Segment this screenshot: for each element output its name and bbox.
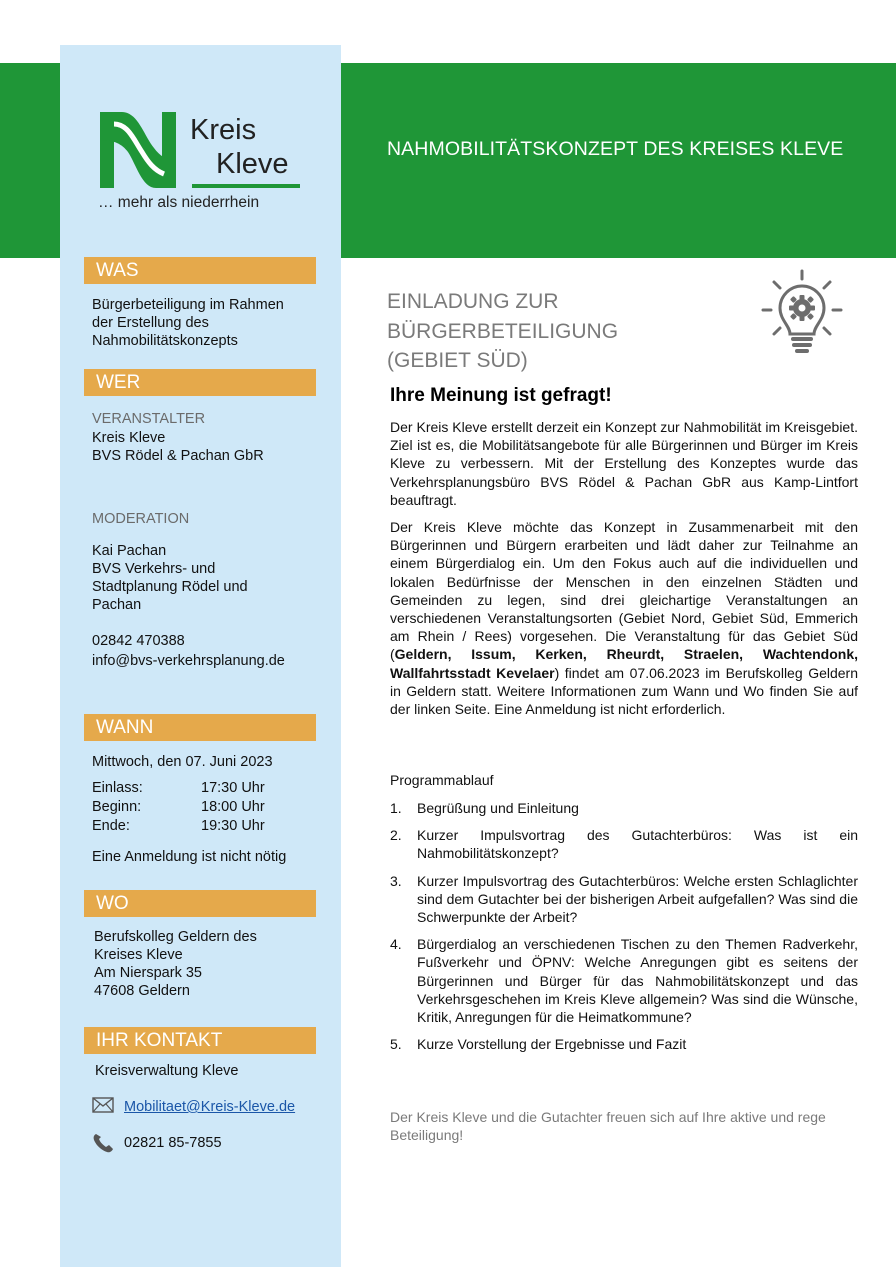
section-heading-wo: WO xyxy=(84,890,316,917)
program-item xyxy=(390,935,858,1026)
document-title-line: BÜRGERBETEILIGUNG xyxy=(387,319,619,343)
program-item-text: Kurze Vorstellung der Ergebnisse und Fazit xyxy=(417,1036,687,1053)
schedule-label: Beginn: xyxy=(92,799,142,815)
program-item-number: 1. xyxy=(390,800,402,816)
moderation-email[interactable]: info@bvs-verkehrsplanung.de xyxy=(92,653,285,669)
contact-phone: 02821 85-7855 xyxy=(124,1135,222,1151)
section-subheading: Ihre Meinung ist gefragt! xyxy=(390,385,612,406)
program-item xyxy=(390,826,858,862)
contact-organization: Kreisverwaltung Kleve xyxy=(95,1063,239,1079)
venue-line: Kreises Kleve xyxy=(94,947,183,963)
moderation-line: Stadtplanung Rödel und xyxy=(92,579,248,595)
venue-line: 47608 Geldern xyxy=(94,983,190,999)
program-item-text: Begrüßung und Einleitung xyxy=(417,800,579,816)
section-heading-wer: WER xyxy=(84,369,316,396)
program-item-text: Kurzer Impulsvortrag des Gutachterbüros: Welche ersten Schlaglichter sind dem Gutachter bei der bisherigen Arbeit aufgefallen? Was sind die Schwerpunkte der Arbeit? xyxy=(417,872,858,926)
document-title-line: EINLADUNG ZUR xyxy=(387,290,559,313)
moderation-phone: 02842 470388 xyxy=(92,633,185,649)
schedule-time: 19:30 Uhr xyxy=(201,818,265,834)
was-description xyxy=(92,296,284,350)
event-paragraph-towns: Geldern, Issum, Kerken, Rheurdt, Straelen, Wachtendonk, Wallfahrtsstadt Kevelaer xyxy=(390,646,858,681)
envelope-icon xyxy=(92,1097,114,1113)
venue-address xyxy=(94,928,257,1000)
organizer-line: Kreis Kleve xyxy=(92,430,166,446)
logo-word-kreis: Kreis xyxy=(190,114,257,146)
phone-icon xyxy=(92,1133,114,1153)
moderation-list xyxy=(92,542,248,614)
logo-n-mark-icon xyxy=(98,108,188,190)
schedule-row xyxy=(92,779,265,798)
venue-line: Am Nierspark 35 xyxy=(94,965,202,981)
schedule-row xyxy=(92,798,265,817)
moderation-line: Kai Pachan xyxy=(92,543,167,559)
schedule-row xyxy=(92,817,265,836)
contact-email-link[interactable]: Mobilitaet@Kreis-Kleve.de xyxy=(124,1099,296,1115)
moderation-line: Pachan xyxy=(92,597,142,613)
moderation-line: BVS Verkehrs- und xyxy=(92,561,216,577)
organizer-line: BVS Rödel & Pachan GbR xyxy=(92,448,264,464)
logo-tagline: … mehr als niederrhein xyxy=(98,194,260,211)
event-paragraph xyxy=(390,518,858,718)
program-item-number: 2. xyxy=(390,827,402,844)
moderation-label: MODERATION xyxy=(92,511,190,527)
schedule-time: 18:00 Uhr xyxy=(201,799,265,815)
lightbulb-gear-icon xyxy=(760,268,844,358)
logo-underline xyxy=(192,184,300,188)
closing-note: Der Kreis Kleve und die Gutachter freuen sich auf Ihre aktive und rege Beteiligung! xyxy=(390,1109,826,1144)
intro-paragraph: Der Kreis Kleve erstellt derzeit ein Konzept zur Nahmobilität im Kreisgebiet. Ziel ist es, die Mobilitätsangebote für alle Bürgerinnen und Bürger im Kreis Kleve zu verbessern. Mit der Erstellung des Konzeptes wurde das Verkehrsplanungsbüro BVS Rödel & Pachan GbR aus Kamp-Lintfort beauftragt. xyxy=(390,419,858,508)
event-paragraph-text: ) findet am 07.06.2023 im Berufskolleg Geldern in Geldern statt. Weitere Informationen zum Wann und Wo finden Sie auf der linken Seite. Eine Anmeldung ist nicht erforderlich. xyxy=(390,664,859,718)
program-item-number: 4. xyxy=(390,936,402,953)
program-item xyxy=(390,1035,858,1053)
schedule-time: 17:30 Uhr xyxy=(201,780,265,796)
section-heading-wann: WANN xyxy=(84,714,316,741)
was-line: Bürgerbeteiligung im Rahmen xyxy=(92,297,284,313)
registration-note: Eine Anmeldung ist nicht nötig xyxy=(92,849,287,865)
program-item-number: 3. xyxy=(390,872,402,889)
section-heading-was: WAS xyxy=(84,257,316,284)
event-paragraph-text: Der Kreis Kleve möchte das Konzept in Zusammenarbeit mit den Bürgerinnen und Bürgern erarbeiten und lädt daher zur Teilnahme an einem Bürgerdialog ein. Um den Fokus auch auf die individuellen und lokalen Bedürfnisse der Menschen in den einzelnen Städten und Gemeinden zu legen, sind drei gleichartige Veranstaltungen an verschiedenen Veranstaltungsorten (Gebiet Nord, Gebiet Süd, Emmerich am Rhein / Rees) vorgesehen. Die Veranstaltung für das Gebiet Süd ( xyxy=(390,519,858,663)
logo-word-kleve: Kleve xyxy=(216,148,289,180)
program-item xyxy=(390,872,858,927)
organizer-list xyxy=(92,429,264,465)
was-line: der Erstellung des xyxy=(92,315,209,331)
program-title: Programmablauf xyxy=(390,772,494,788)
venue-line: Berufskolleg Geldern des xyxy=(94,929,257,945)
program-item-number: 5. xyxy=(390,1036,402,1053)
event-date: Mittwoch, den 07. Juni 2023 xyxy=(92,754,273,770)
program-item-text: Kurzer Impulsvortrag des Gutachterbüros: Was ist ein Nahmobilitätskonzept? xyxy=(417,827,858,862)
document-title-line: (GEBIET SÜD) xyxy=(387,349,528,372)
page-header-title: NAHMOBILITÄTSKONZEPT DES KREISES KLEVE xyxy=(387,138,844,160)
program-list xyxy=(390,799,858,1062)
document-title xyxy=(387,287,618,376)
program-item-text: Bürgerdialog an verschiedenen Tischen zu den Themen Radverkehr, Fußverkehr und ÖPNV: Welche Anregungen gibt es seitens der Bürgerinnen und Bürger für das Nahmobilitätskonzept und das Verkehrsgeschehen im Kreis Kleve allgemein? Was sind die Wünsche, Kritik, Anregungen für die Heimatkommune? xyxy=(417,936,858,1026)
schedule-label: Ende: xyxy=(92,818,130,834)
program-item xyxy=(390,799,858,817)
organizer-label: VERANSTALTER xyxy=(92,411,206,427)
was-line: Nahmobilitätskonzepts xyxy=(92,333,238,349)
schedule-label: Einlass: xyxy=(92,780,143,796)
section-heading-kontakt: IHR KONTAKT xyxy=(84,1027,316,1054)
kreis-kleve-logo xyxy=(98,108,308,218)
